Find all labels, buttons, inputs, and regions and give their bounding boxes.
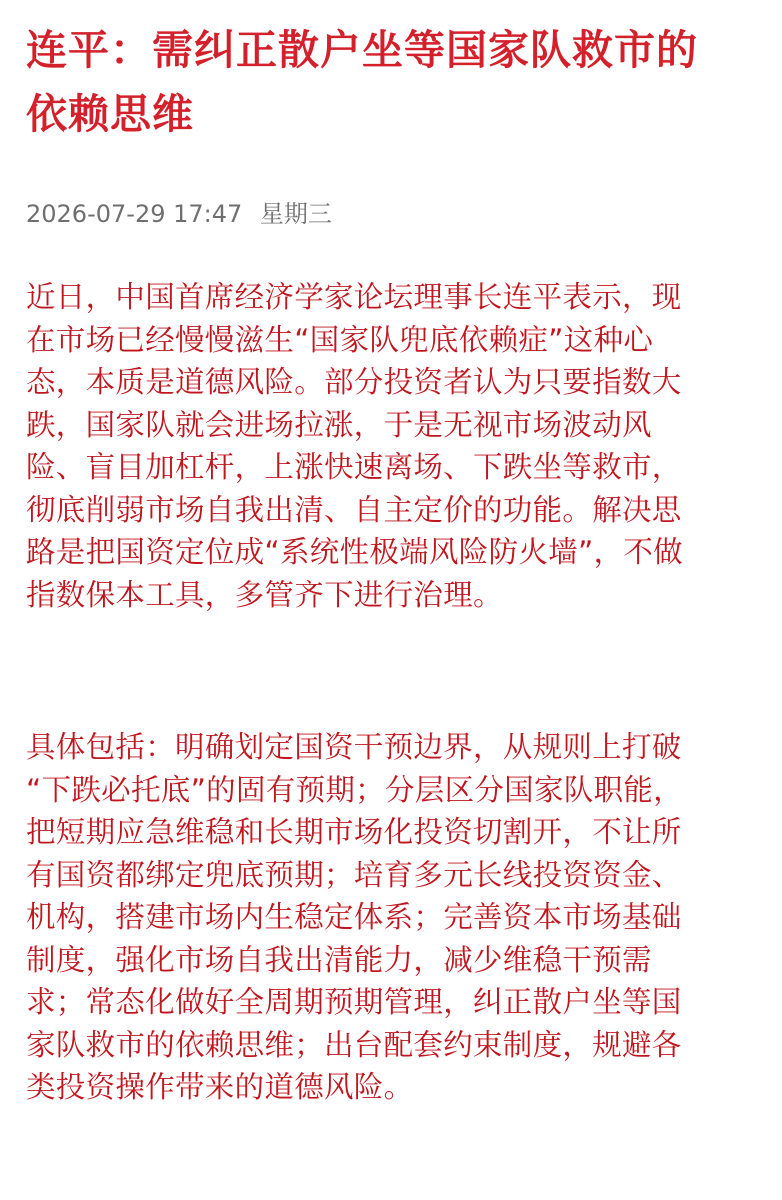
article-title-line: 依赖思维 [26,90,194,138]
paragraph-line: “下跌必托底”的固有预期；分层区分国家队职能， [26,772,683,807]
paragraph-line: 有国资都绑定兜底预期；培育多元长线投资资金、 [26,857,682,892]
paragraph-line: 把短期应急维稳和长期市场化投资切割开，不让所 [26,815,682,849]
paragraph-line: 在市场已经慢慢滋生“国家队兜底依赖症”这种心 [26,322,654,357]
paragraph-line: 近日，中国首席经济学家论坛理事长连平表示，现 [26,280,682,314]
paragraph-line: 机构，搭建市场内生稳定体系；完善资本市场基础 [26,900,682,934]
paragraph-line: 态，本质是道德风险。部分投资者认为只要指数大 [26,365,682,399]
paragraph-line: 家队救市的依赖思维；出台配套约束制度，规避各 [26,1027,682,1062]
publish-weekday: 星期三 [259,200,332,228]
paragraph-line: 求；常态化做好全周期预期管理，纠正散户坐等国 [26,985,682,1019]
paragraph-line: 路是把国资定位成“系统性极端风险防火墙”，不做 [26,535,683,569]
paragraph-line: 险、盲目加杠杆，上涨快速离场、下跌坐等救市， [26,450,682,484]
article-paragraph-2 [26,726,776,1109]
paragraph-line: 类投资操作带来的道德风险。 [26,1070,414,1104]
paragraph-line: 跌，国家队就会进场拉涨，于是无视市场波动风 [26,407,652,442]
article-title [26,18,766,146]
paragraph-line: 指数保本工具，多管齐下进行治理。 [26,577,503,612]
paragraph-line: 制度，强化市场自我出清能力，减少维稳干预需 [26,942,652,977]
publish-info [26,198,332,230]
paragraph-line: 彻底削弱市场自我出清、自主定价的功能。解决思 [26,492,682,527]
article-title-line: 连平：需纠正散户坐等国家队救市的 [26,26,698,74]
publish-datetime: 2026-07-29 17:47 [26,200,243,228]
article-paragraph-1 [26,276,776,616]
paragraph-line: 具体包括：明确划定国资干预边界，从规则上打破 [26,730,682,764]
